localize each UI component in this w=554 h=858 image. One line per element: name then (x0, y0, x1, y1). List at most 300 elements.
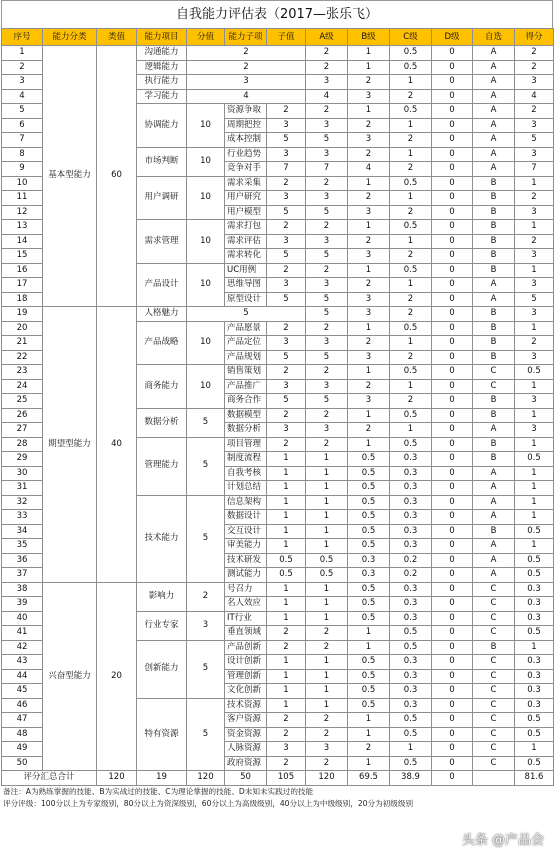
cell-d: 0 (432, 582, 473, 597)
cell-sel: C (473, 742, 515, 757)
subitem-value: 7 (267, 162, 306, 177)
cell-d: 0 (432, 162, 473, 177)
cell-c: 2 (390, 307, 432, 322)
row-number: 42 (2, 640, 43, 655)
cell-a: 5 (306, 292, 348, 307)
subitem-value: 1 (267, 582, 306, 597)
cell-c: 0.3 (390, 597, 432, 612)
cell-a: 5 (306, 350, 348, 365)
cell-sel: A (473, 423, 515, 438)
cell-a: 1 (306, 510, 348, 525)
cell-c: 0.5 (390, 626, 432, 641)
subitem-value: 5 (267, 292, 306, 307)
row-number: 39 (2, 597, 43, 612)
cell-a: 2 (306, 104, 348, 119)
item-name: 执行能力 (137, 75, 187, 90)
subitem-name: 竞争对手 (225, 162, 267, 177)
subitem-value: 5 (267, 133, 306, 148)
cell-a: 1 (306, 582, 348, 597)
column-header: C级 (390, 29, 432, 46)
subitem-name: 设计创新 (225, 655, 267, 670)
cell-got: 0.3 (515, 684, 554, 699)
cell-b: 2 (348, 278, 390, 293)
item-score: 2 (187, 60, 306, 75)
item-name: 影响力 (137, 582, 187, 611)
item-score: 5 (187, 640, 225, 698)
item-name: 商务能力 (137, 365, 187, 409)
category-value: 60 (97, 46, 137, 307)
summary-b: 69.5 (348, 771, 390, 786)
cell-b: 0.5 (348, 582, 390, 597)
cell-sel: B (473, 452, 515, 467)
subitem-name: 思维导图 (225, 278, 267, 293)
cell-d: 0 (432, 104, 473, 119)
cell-d: 0 (432, 336, 473, 351)
cell-d: 0 (432, 640, 473, 655)
cell-c: 0.3 (390, 611, 432, 626)
item-score: 10 (187, 104, 225, 148)
cell-d: 0 (432, 234, 473, 249)
cell-b: 0.5 (348, 655, 390, 670)
row-number: 28 (2, 437, 43, 452)
item-name: 特有资源 (137, 698, 187, 771)
subitem-name: 名人效应 (225, 597, 267, 612)
item-score: 2 (187, 46, 306, 61)
cell-c: 0.5 (390, 220, 432, 235)
cell-got: 0.5 (515, 524, 554, 539)
cell-sel: A (473, 495, 515, 510)
column-header: B级 (348, 29, 390, 46)
cell-c: 0.3 (390, 684, 432, 699)
cell-b: 2 (348, 118, 390, 133)
cell-got: 7 (515, 162, 554, 177)
cell-got: 1 (515, 263, 554, 278)
cell-sel: A (473, 60, 515, 75)
subitem-name: 产品规划 (225, 350, 267, 365)
cell-d: 0 (432, 495, 473, 510)
row-number: 7 (2, 133, 43, 148)
cell-sel: B (473, 408, 515, 423)
cell-c: 0.3 (390, 582, 432, 597)
cell-d: 0 (432, 626, 473, 641)
cell-c: 0.5 (390, 321, 432, 336)
subitem-value: 5 (267, 394, 306, 409)
cell-b: 0.5 (348, 495, 390, 510)
cell-a: 5 (306, 133, 348, 148)
cell-a: 2 (306, 727, 348, 742)
cell-b: 1 (348, 727, 390, 742)
cell-c: 2 (390, 292, 432, 307)
cell-got: 1 (515, 408, 554, 423)
subitem-name: 计划总结 (225, 481, 267, 496)
subitem-value: 2 (267, 756, 306, 771)
subitem-name: 产品创新 (225, 640, 267, 655)
subitem-value: 3 (267, 234, 306, 249)
item-name: 协调能力 (137, 104, 187, 148)
cell-a: 2 (306, 176, 348, 191)
cell-c: 0.3 (390, 669, 432, 684)
cell-c: 0.5 (390, 640, 432, 655)
subitem-value: 3 (267, 336, 306, 351)
subitem-name: 文化创新 (225, 684, 267, 699)
item-name: 学习能力 (137, 89, 187, 104)
cell-d: 0 (432, 46, 473, 61)
cell-a: 3 (306, 147, 348, 162)
subitem-value: 0.5 (267, 553, 306, 568)
cell-got: 4 (515, 89, 554, 104)
cell-a: 4 (306, 89, 348, 104)
subitem-name: 用户模型 (225, 205, 267, 220)
item-name: 管理能力 (137, 437, 187, 495)
subitem-name: 交互设计 (225, 524, 267, 539)
cell-a: 3 (306, 191, 348, 206)
cell-got: 0.5 (515, 553, 554, 568)
summary-d: 0 (432, 771, 473, 786)
cell-b: 0.3 (348, 568, 390, 583)
cell-d: 0 (432, 263, 473, 278)
subitem-value: 2 (267, 437, 306, 452)
row-number: 17 (2, 278, 43, 293)
cell-b: 1 (348, 408, 390, 423)
cell-sel: A (473, 568, 515, 583)
cell-b: 1 (348, 321, 390, 336)
cell-sel: C (473, 756, 515, 771)
cell-got: 3 (515, 75, 554, 90)
cell-got: 3 (515, 147, 554, 162)
cell-got: 1 (515, 539, 554, 554)
cell-a: 2 (306, 713, 348, 728)
subitem-name: 销售策划 (225, 365, 267, 380)
cell-b: 2 (348, 379, 390, 394)
cell-b: 2 (348, 423, 390, 438)
subitem-name: 资金资源 (225, 727, 267, 742)
row-number: 49 (2, 742, 43, 757)
cell-b: 1 (348, 713, 390, 728)
cell-b: 0.5 (348, 452, 390, 467)
subitem-value: 2 (267, 176, 306, 191)
cell-a: 3 (306, 379, 348, 394)
row-number: 5 (2, 104, 43, 119)
cell-b: 2 (348, 742, 390, 757)
cell-c: 0.2 (390, 568, 432, 583)
item-score: 10 (187, 263, 225, 307)
cell-got: 0.3 (515, 669, 554, 684)
summary-type-total: 120 (97, 771, 137, 786)
row-number: 37 (2, 568, 43, 583)
column-header: 自选 (473, 29, 515, 46)
cell-sel: B (473, 220, 515, 235)
row-number: 13 (2, 220, 43, 235)
cell-b: 3 (348, 89, 390, 104)
cell-got: 0.3 (515, 655, 554, 670)
cell-c: 0.5 (390, 713, 432, 728)
note-legend: 备注：A为熟练掌握的技能、B为实战过的技能、C为理论掌握的技能、D未知未实践过的技能 (3, 787, 314, 796)
cell-got: 1 (515, 176, 554, 191)
row-number: 38 (2, 582, 43, 597)
subitem-name: 政府资源 (225, 756, 267, 771)
cell-d: 0 (432, 510, 473, 525)
cell-sel: A (473, 466, 515, 481)
cell-c: 2 (390, 249, 432, 264)
item-name: 需求管理 (137, 220, 187, 264)
cell-c: 0.5 (390, 46, 432, 61)
row-number: 32 (2, 495, 43, 510)
item-score: 10 (187, 220, 225, 264)
column-header: 类值 (97, 29, 137, 46)
subitem-value: 3 (267, 191, 306, 206)
cell-b: 1 (348, 46, 390, 61)
sheet-title: 自我能力评估表（2017—张乐飞） (1, 0, 553, 28)
cell-b: 0.5 (348, 597, 390, 612)
cell-d: 0 (432, 742, 473, 757)
cell-sel: B (473, 350, 515, 365)
row-number: 21 (2, 336, 43, 351)
cell-d: 0 (432, 524, 473, 539)
row-number: 34 (2, 524, 43, 539)
subitem-name: 原型设计 (225, 292, 267, 307)
cell-c: 0.5 (390, 365, 432, 380)
cell-d: 0 (432, 176, 473, 191)
category-name: 期望型能力 (43, 307, 97, 583)
cell-sel: B (473, 524, 515, 539)
row-number: 31 (2, 481, 43, 496)
cell-sel: A (473, 278, 515, 293)
cell-a: 2 (306, 220, 348, 235)
cell-sel: A (473, 539, 515, 554)
cell-d: 0 (432, 756, 473, 771)
cell-c: 0.5 (390, 176, 432, 191)
cell-c: 0.2 (390, 553, 432, 568)
subitem-name: 技术研发 (225, 553, 267, 568)
subitem-name: 测试能力 (225, 568, 267, 583)
cell-got: 5 (515, 292, 554, 307)
cell-b: 1 (348, 263, 390, 278)
cell-a: 5 (306, 205, 348, 220)
cell-got: 0.3 (515, 698, 554, 713)
subitem-value: 1 (267, 597, 306, 612)
category-value: 40 (97, 307, 137, 583)
cell-a: 5 (306, 394, 348, 409)
cell-sel: C (473, 379, 515, 394)
cell-sel: B (473, 640, 515, 655)
subitem-value: 1 (267, 698, 306, 713)
cell-sel: B (473, 249, 515, 264)
cell-a: 3 (306, 118, 348, 133)
row-number: 47 (2, 713, 43, 728)
cell-b: 0.5 (348, 481, 390, 496)
item-score: 10 (187, 321, 225, 365)
item-name: 行业专家 (137, 611, 187, 640)
cell-b: 2 (348, 75, 390, 90)
cell-sel: C (473, 684, 515, 699)
subitem-value: 2 (267, 713, 306, 728)
cell-a: 2 (306, 365, 348, 380)
cell-a: 2 (306, 60, 348, 75)
cell-c: 0.5 (390, 263, 432, 278)
cell-got: 5 (515, 133, 554, 148)
cell-got: 2 (515, 60, 554, 75)
cell-a: 1 (306, 466, 348, 481)
cell-b: 0.5 (348, 466, 390, 481)
cell-sel: B (473, 394, 515, 409)
subitem-value: 1 (267, 684, 306, 699)
subitem-name: 需求采集 (225, 176, 267, 191)
cell-d: 0 (432, 408, 473, 423)
subitem-name: IT行业 (225, 611, 267, 626)
subitem-value: 5 (267, 249, 306, 264)
cell-b: 1 (348, 365, 390, 380)
subitem-value: 2 (267, 263, 306, 278)
subitem-name: 数据设计 (225, 510, 267, 525)
subitem-name: 产品定位 (225, 336, 267, 351)
cell-d: 0 (432, 60, 473, 75)
cell-got: 0.5 (515, 452, 554, 467)
cell-c: 1 (390, 191, 432, 206)
cell-d: 0 (432, 684, 473, 699)
summary-score: 81.6 (515, 771, 554, 786)
cell-b: 0.3 (348, 553, 390, 568)
cell-got: 2 (515, 104, 554, 119)
cell-sel: C (473, 611, 515, 626)
cell-d: 0 (432, 553, 473, 568)
item-score: 3 (187, 75, 306, 90)
subitem-name: 信息架构 (225, 495, 267, 510)
cell-a: 1 (306, 539, 348, 554)
subitem-value: 1 (267, 539, 306, 554)
row-number: 41 (2, 626, 43, 641)
subitem-value: 3 (267, 278, 306, 293)
cell-d: 0 (432, 75, 473, 90)
row-number: 35 (2, 539, 43, 554)
cell-b: 0.5 (348, 510, 390, 525)
header-row (2, 29, 554, 46)
row-number: 27 (2, 423, 43, 438)
column-header: 子值 (267, 29, 306, 46)
cell-got: 3 (515, 350, 554, 365)
cell-a: 3 (306, 336, 348, 351)
item-name: 用户调研 (137, 176, 187, 220)
subitem-name: 制度流程 (225, 452, 267, 467)
cell-sel: C (473, 365, 515, 380)
subitem-name: 周期把控 (225, 118, 267, 133)
cell-sel: C (473, 669, 515, 684)
cell-a: 1 (306, 655, 348, 670)
column-header: 能力项目 (137, 29, 187, 46)
subitem-value: 2 (267, 640, 306, 655)
cell-got: 1 (515, 495, 554, 510)
cell-got: 0.5 (515, 568, 554, 583)
cell-c: 0.5 (390, 727, 432, 742)
cell-a: 2 (306, 756, 348, 771)
cell-got: 1 (515, 510, 554, 525)
row-number: 44 (2, 669, 43, 684)
cell-a: 1 (306, 452, 348, 467)
subitem-value: 0.5 (267, 568, 306, 583)
cell-d: 0 (432, 249, 473, 264)
cell-sel: C (473, 626, 515, 641)
cell-b: 2 (348, 336, 390, 351)
row-number: 23 (2, 365, 43, 380)
subitem-name: 行业趋势 (225, 147, 267, 162)
cell-d: 0 (432, 307, 473, 322)
subitem-value: 2 (267, 321, 306, 336)
cell-c: 0.3 (390, 655, 432, 670)
cell-got: 3 (515, 249, 554, 264)
subitem-value: 3 (267, 118, 306, 133)
cell-a: 1 (306, 495, 348, 510)
cell-got: 0.5 (515, 365, 554, 380)
item-score: 10 (187, 176, 225, 220)
subitem-name: 审美能力 (225, 539, 267, 554)
cell-b: 1 (348, 60, 390, 75)
subitem-value: 2 (267, 626, 306, 641)
cell-d: 0 (432, 89, 473, 104)
cell-sel: B (473, 205, 515, 220)
subitem-name: 用户研究 (225, 191, 267, 206)
cell-d: 0 (432, 452, 473, 467)
cell-a: 2 (306, 263, 348, 278)
cell-got: 3 (515, 278, 554, 293)
cell-b: 1 (348, 104, 390, 119)
cell-got: 3 (515, 394, 554, 409)
assessment-sheet (1, 0, 553, 810)
cell-sel: C (473, 727, 515, 742)
cell-a: 3 (306, 742, 348, 757)
subitem-value: 2 (267, 220, 306, 235)
summary-score-total: 120 (187, 771, 225, 786)
item-score: 10 (187, 365, 225, 409)
cell-b: 0.5 (348, 611, 390, 626)
table-row (2, 582, 554, 597)
cell-c: 0.3 (390, 495, 432, 510)
cell-got: 3 (515, 307, 554, 322)
cell-d: 0 (432, 655, 473, 670)
column-header: D级 (432, 29, 473, 46)
subitem-name: 技术资源 (225, 698, 267, 713)
cell-b: 3 (348, 249, 390, 264)
cell-sel: A (473, 75, 515, 90)
notes (1, 786, 553, 810)
cell-got: 0.5 (515, 626, 554, 641)
row-number: 4 (2, 89, 43, 104)
cell-b: 1 (348, 176, 390, 191)
column-header: A级 (306, 29, 348, 46)
item-score: 4 (187, 89, 306, 104)
column-header: 得分 (515, 29, 554, 46)
subitem-value: 1 (267, 510, 306, 525)
subitem-value: 2 (267, 365, 306, 380)
cell-b: 1 (348, 437, 390, 452)
subitem-name: 数据分析 (225, 423, 267, 438)
cell-got: 0.5 (515, 727, 554, 742)
row-number: 46 (2, 698, 43, 713)
cell-d: 0 (432, 118, 473, 133)
cell-c: 0.3 (390, 698, 432, 713)
subitem-name: 自我考核 (225, 466, 267, 481)
item-name: 数据分析 (137, 408, 187, 437)
row-number: 18 (2, 292, 43, 307)
subitem-value: 3 (267, 379, 306, 394)
cell-sel: A (473, 292, 515, 307)
cell-sel: C (473, 655, 515, 670)
cell-sel: C (473, 582, 515, 597)
subitem-name: 资源争取 (225, 104, 267, 119)
cell-d: 0 (432, 365, 473, 380)
category-name: 兴奋型能力 (43, 582, 97, 771)
row-number: 3 (2, 75, 43, 90)
cell-c: 0.3 (390, 452, 432, 467)
cell-a: 2 (306, 640, 348, 655)
